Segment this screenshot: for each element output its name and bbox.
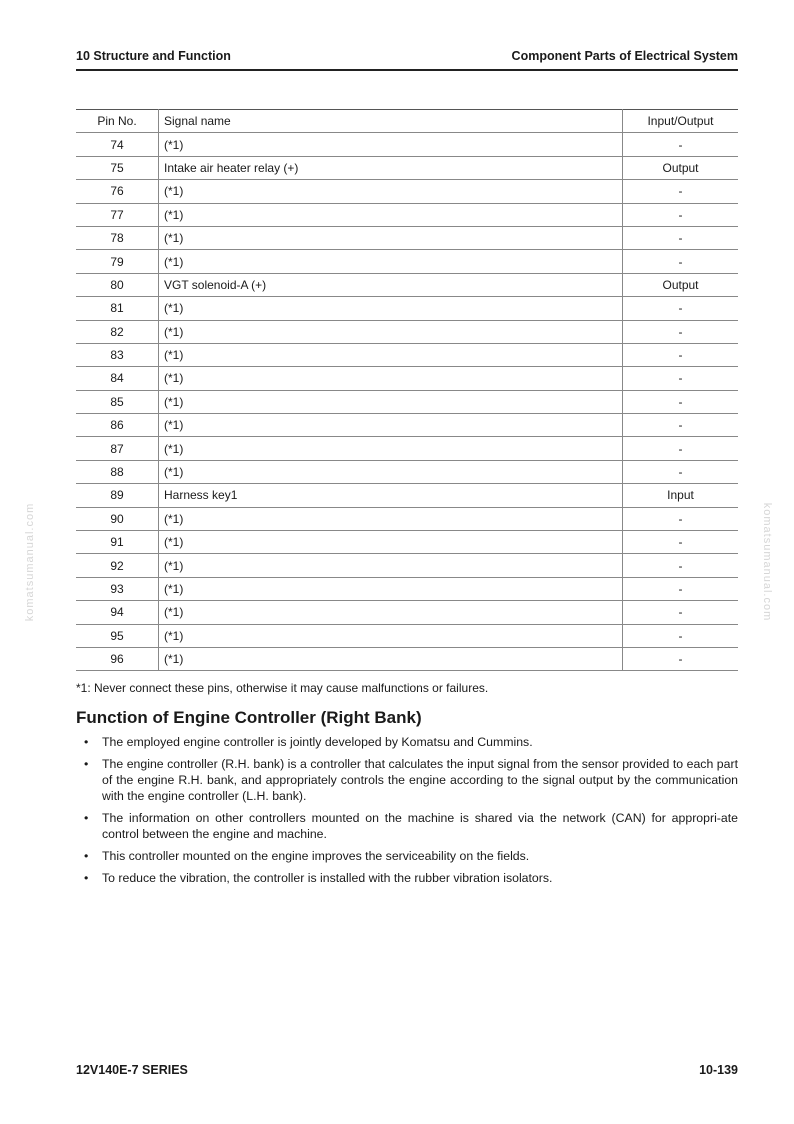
pin-number-cell: 82	[76, 320, 159, 343]
table-row	[76, 133, 738, 156]
input-output-cell: -	[623, 133, 739, 156]
page-header	[76, 47, 738, 71]
pin-number-cell: 80	[76, 273, 159, 296]
signal-name-cell: (*1)	[159, 133, 623, 156]
table-row	[76, 390, 738, 413]
signal-name-cell: (*1)	[159, 180, 623, 203]
bullet-icon: •	[84, 757, 89, 771]
table-row	[76, 250, 738, 273]
pin-number-cell: 78	[76, 226, 159, 249]
signal-name-cell: (*1)	[159, 647, 623, 670]
pin-table	[76, 109, 738, 671]
table-row	[76, 414, 738, 437]
model-series: 12V140E-7 SERIES	[76, 1063, 188, 1077]
input-output-cell: -	[623, 343, 739, 366]
signal-name-cell: (*1)	[159, 601, 623, 624]
input-output-cell: -	[623, 180, 739, 203]
signal-name-cell: (*1)	[159, 414, 623, 437]
input-output-cell: Output	[623, 273, 739, 296]
list-item	[76, 756, 738, 804]
section-header-title: Component Parts of Electrical System	[511, 49, 738, 63]
function-bullet-list	[76, 734, 738, 892]
input-output-cell: -	[623, 390, 739, 413]
table-row	[76, 531, 738, 554]
pin-number-cell: 92	[76, 554, 159, 577]
bullet-icon: •	[84, 811, 89, 825]
table-row	[76, 554, 738, 577]
table-row	[76, 203, 738, 226]
signal-name-cell: (*1)	[159, 437, 623, 460]
pin-number-cell: 74	[76, 133, 159, 156]
signal-name-cell: (*1)	[159, 250, 623, 273]
bullet-text: This controller mounted on the engine improves the serviceability on the fields.	[102, 849, 530, 863]
bullet-text: The employed engine controller is jointly developed by Komatsu and Cummins.	[102, 735, 533, 749]
column-header-input-output: Input/Output	[623, 110, 739, 133]
table-row	[76, 226, 738, 249]
watermark-right: komatsumanual.com	[761, 502, 773, 622]
table-row	[76, 367, 738, 390]
column-header-signal-name: Signal name	[159, 110, 623, 133]
signal-name-cell: (*1)	[159, 367, 623, 390]
table-row	[76, 507, 738, 530]
pin-number-cell: 93	[76, 577, 159, 600]
pin-number-cell: 90	[76, 507, 159, 530]
table-footnote: *1: Never connect these pins, otherwise it may cause malfunctions or failures.	[76, 681, 489, 695]
input-output-cell: -	[623, 507, 739, 530]
pin-number-cell: 83	[76, 343, 159, 366]
table-row	[76, 180, 738, 203]
input-output-cell: -	[623, 203, 739, 226]
signal-name-cell: (*1)	[159, 624, 623, 647]
signal-name-cell: (*1)	[159, 507, 623, 530]
table-row	[76, 156, 738, 179]
input-output-cell: Input	[623, 484, 739, 507]
table-row	[76, 320, 738, 343]
list-item	[76, 810, 738, 842]
signal-name-cell: (*1)	[159, 226, 623, 249]
pin-table-body	[76, 133, 738, 671]
bullet-icon: •	[84, 849, 89, 863]
pin-number-cell: 88	[76, 460, 159, 483]
table-row	[76, 297, 738, 320]
pin-number-cell: 89	[76, 484, 159, 507]
column-header-pin-no: Pin No.	[76, 110, 159, 133]
pin-number-cell: 81	[76, 297, 159, 320]
signal-name-cell: (*1)	[159, 531, 623, 554]
table-header-row	[76, 110, 738, 133]
input-output-cell: -	[623, 226, 739, 249]
list-item	[76, 734, 738, 750]
bullet-text: To reduce the vibration, the controller is installed with the rubber vibration isolators.	[102, 871, 553, 885]
section-heading: Function of Engine Controller (Right Bank)	[76, 708, 422, 727]
bullet-text: The information on other controllers mounted on the machine is shared via the network (CAN) for appropri-ate control between the engine and machine.	[102, 811, 738, 841]
input-output-cell: -	[623, 601, 739, 624]
input-output-cell: -	[623, 367, 739, 390]
table-row	[76, 624, 738, 647]
input-output-cell: -	[623, 250, 739, 273]
table-row	[76, 577, 738, 600]
input-output-cell: -	[623, 531, 739, 554]
input-output-cell: -	[623, 577, 739, 600]
pin-number-cell: 91	[76, 531, 159, 554]
table-row	[76, 343, 738, 366]
input-output-cell: -	[623, 460, 739, 483]
pin-number-cell: 75	[76, 156, 159, 179]
chapter-title: 10 Structure and Function	[76, 49, 231, 63]
input-output-cell: -	[623, 554, 739, 577]
watermark-left: komatsumanual.com	[24, 502, 36, 622]
input-output-cell: -	[623, 624, 739, 647]
table-row	[76, 601, 738, 624]
signal-name-cell: (*1)	[159, 343, 623, 366]
signal-name-cell: (*1)	[159, 460, 623, 483]
table-row	[76, 273, 738, 296]
input-output-cell: -	[623, 437, 739, 460]
table-row	[76, 647, 738, 670]
pin-number-cell: 84	[76, 367, 159, 390]
input-output-cell: -	[623, 297, 739, 320]
table-row	[76, 460, 738, 483]
pin-number-cell: 94	[76, 601, 159, 624]
list-item	[76, 870, 738, 886]
pin-number-cell: 86	[76, 414, 159, 437]
table-row	[76, 437, 738, 460]
signal-name-cell: (*1)	[159, 554, 623, 577]
pin-number-cell: 85	[76, 390, 159, 413]
signal-name-cell: Harness key1	[159, 484, 623, 507]
bullet-icon: •	[84, 871, 89, 885]
signal-name-cell: VGT solenoid-A (+)	[159, 273, 623, 296]
input-output-cell: Output	[623, 156, 739, 179]
pin-number-cell: 79	[76, 250, 159, 273]
input-output-cell: -	[623, 647, 739, 670]
signal-name-cell: (*1)	[159, 203, 623, 226]
pin-number-cell: 77	[76, 203, 159, 226]
signal-name-cell: (*1)	[159, 297, 623, 320]
table-row	[76, 484, 738, 507]
list-item	[76, 848, 738, 864]
pin-number-cell: 76	[76, 180, 159, 203]
signal-name-cell: (*1)	[159, 577, 623, 600]
signal-name-cell: (*1)	[159, 320, 623, 343]
input-output-cell: -	[623, 320, 739, 343]
pin-number-cell: 96	[76, 647, 159, 670]
pin-number-cell: 87	[76, 437, 159, 460]
bullet-icon: •	[84, 735, 89, 749]
bullet-text: The engine controller (R.H. bank) is a controller that calculates the input signal from the sensor provided to each part of the engine R.H. bank, and appropriately controls the engine according to the signal output by the communication with the engine controller (L.H. bank).	[102, 757, 738, 803]
page-number: 10-139	[699, 1063, 738, 1077]
signal-name-cell: (*1)	[159, 390, 623, 413]
signal-name-cell: Intake air heater relay (+)	[159, 156, 623, 179]
input-output-cell: -	[623, 414, 739, 437]
pin-number-cell: 95	[76, 624, 159, 647]
